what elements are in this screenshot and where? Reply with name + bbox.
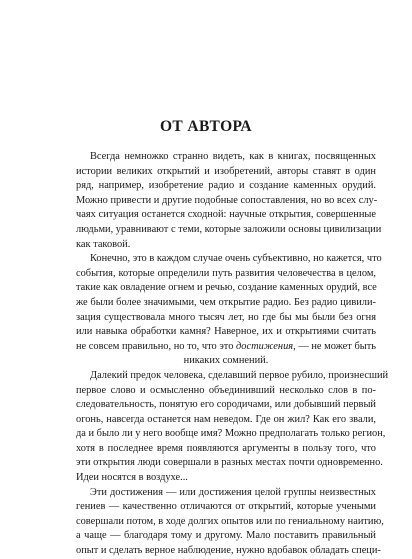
body-text: [76, 150, 389, 559]
text-line: Можно привести и другие подобные сопоставления, но во всех слу-: [76, 194, 378, 206]
text-line: ряд, например, изобретение радио и создание каменных орудий.: [76, 180, 376, 192]
paragraph-3: [76, 369, 389, 486]
paragraph-2: [76, 252, 382, 369]
paragraph-4: [76, 486, 384, 559]
text-line: да и было ли у него вообще имя? Можно предполагать только регион,: [76, 428, 386, 440]
text-line: хотя в последнее время появляются аргументы в пользу того, что: [76, 442, 376, 454]
text-line: опыт и сделать верное наблюдение, нужно вдобавок обладать специ-: [76, 545, 381, 557]
text-line: как таковой.: [76, 238, 131, 250]
text-line: Далекий предок человека, сделавший первое рубило, произнесший: [90, 369, 389, 381]
chapter-heading: ОТ АВТОРА: [159, 118, 253, 135]
text-line: а чаще — благодаря тому и другому. Мало поставить правильный: [76, 530, 376, 542]
text-line: никаких сомнений.: [183, 355, 269, 367]
text-segment: не совсем правильно, но то, что это: [76, 340, 237, 352]
text-line: Идеи носятся в воздухе...: [76, 472, 188, 484]
text-line: людьми, уравнивают с теми, которые заложили основы цивилизации: [76, 223, 382, 235]
paragraph-1: [76, 150, 382, 252]
text-line: или навыка обработки камня? Наверное, их и открытиями считать: [76, 326, 376, 338]
text-line: Конечно, это в каждом случае очень субъективно, но кажется, что: [90, 253, 382, 265]
text-line: такие как овладение огнем и речью, создание каменных орудий, все: [76, 282, 377, 294]
text-line: эти открытия люди совершали в разных местах почти одновременно.: [76, 457, 383, 469]
italic-word: достижения: [236, 340, 294, 352]
text-line: Эти достижения — или достижения целой группы неизвестных: [90, 486, 376, 498]
text-line-with-italic: [76, 340, 376, 355]
text-line: следовательность, понятую его сородичами, или добывший первый: [76, 399, 376, 411]
text-line: Всегда немножко странно видеть, как в книгах, посвященных: [90, 151, 376, 162]
text-line: совершали потом, в ходе долгих опытов или по гениальному наитию,: [76, 515, 384, 527]
text-line: гениев — качественно отличаются от открытий, которые учеными: [76, 501, 376, 513]
text-line: события, которые определили путь развития человечества в целом,: [76, 267, 376, 279]
text-line: первое слово и осмысленно объединивший несколько слов в по-: [76, 384, 376, 396]
text-line: чаях ситуация останется сходной: научные открытия, совершенные: [76, 209, 376, 221]
text-line: истории великих открытий и изобретений, авторы ставят в один: [76, 165, 376, 177]
text-line: огонь, навсегда останется нам неведом. Где он жил? Как его звали,: [76, 413, 376, 425]
text-segment: , — не может быть: [293, 340, 376, 352]
text-line: зация существовала много тысяч лет, но где бы мы были без огня: [76, 311, 376, 323]
text-line: же были более значимыми, чем открытие радио. Без радио цивили-: [76, 296, 376, 308]
